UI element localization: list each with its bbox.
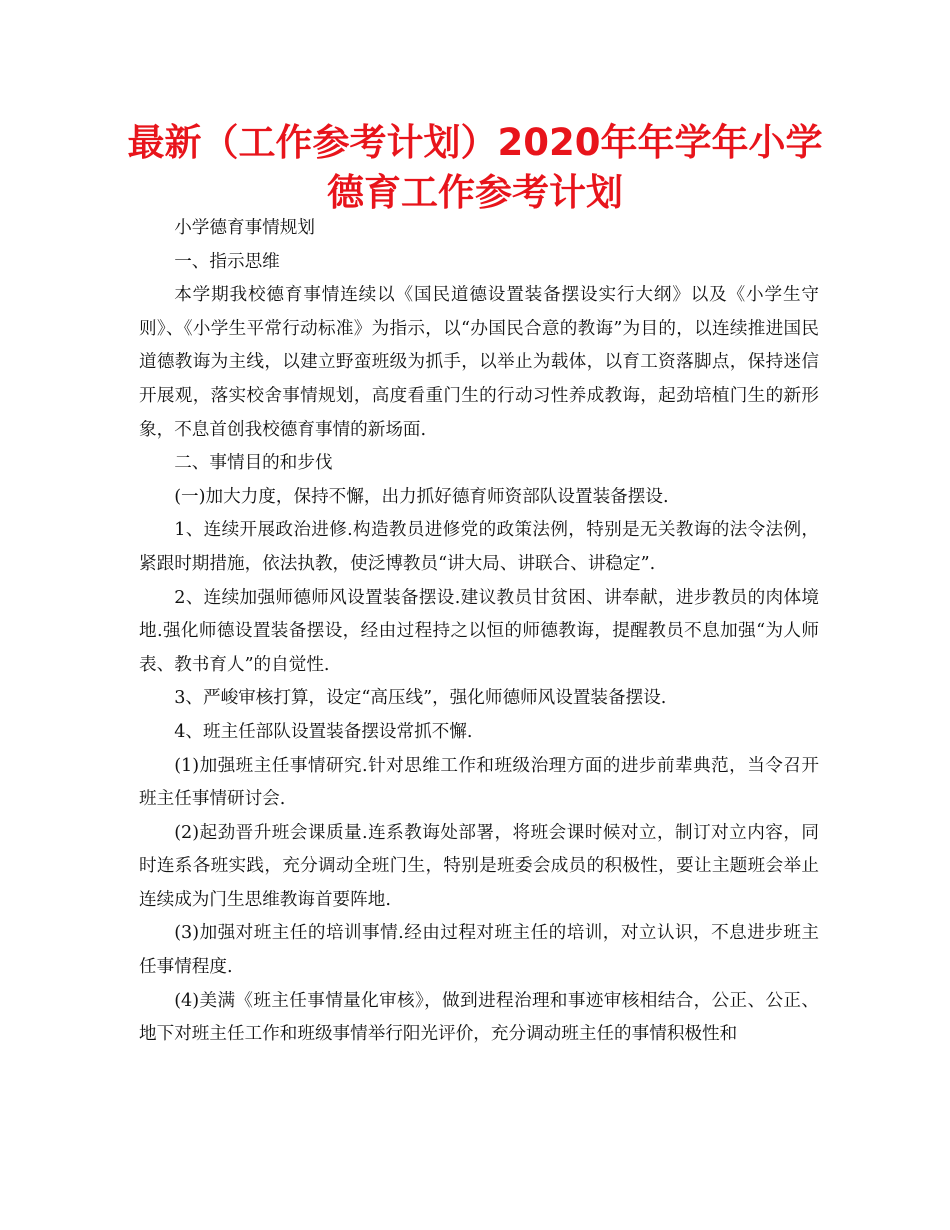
- paragraph-subitem-4: (4)美满《班主任事情量化审核》，做到进程治理和事迹审核相结合，公正、公正、地下对班主任工作和班级事情举行阳光评价，充分调动班主任的事情积极性和: [139, 990, 819, 1045]
- paragraph-heading: 小学德育事情规划: [174, 218, 315, 238]
- paragraph-item-2: 2、连续加强师德师风设置装备摆设.建议教员甘贫困、讲奉献，进步教员的肉体境地.强化师德设置装备摆设，经由过程持之以恒的师德教诲，提醒教员不息加强“为人师表、教书育人”的自觉性.: [139, 587, 819, 675]
- paragraph-subitem-2: (2)起劲晋升班会课质量.连系教诲处部署，将班会课时候对立，制订对立内容，同时连系各班实践，充分调动全班门生，特别是班委会成员的积极性，要让主题班会举止连续成为门生思维教诲首要阵地.: [139, 822, 819, 910]
- paragraph-subitem-3: (3)加强对班主任的培训事情.经由过程对班主任的培训，对立认识，不息进步班主任事情程度.: [139, 923, 819, 978]
- title-line-2: 德育工作参考计划: [327, 171, 623, 214]
- paragraph-item-4: 4、班主任部队设置装备摆设常抓不懈.: [174, 721, 473, 742]
- title-line-1: 最新（工作参考计划）2020年年学年小学: [127, 121, 823, 164]
- paragraph-item-3: 3、严峻审核打算，设定“高压线”，强化师德师风设置装备摆设.: [174, 688, 667, 709]
- paragraph-guidance: 本学期我校德育事情连续以《国民道德设置装备摆设实行大纲》以及《小学生守则》、《小学生平常行动标准》为指示，以“办国民合意的教诲”为目的，以连续推进国民道德教诲为主线，以建立野蛮班级为抓手，以举止为载体，以育工资落脚点，保持迷信开展观，落实校舍事情规划，高度看重门生的行动习性养成教诲，起劲培植门生的新形象，不息首创我校德育事情的新场面.: [139, 285, 819, 440]
- document-body: [139, 212, 819, 1052]
- paragraph-item-1: 1、连续开展政治进修.构造教员进修党的政策法例，特别是无关教诲的法令法例，紧跟时期措施，依法执教，使泛博教员“讲大局、讲联合、讲稳定”.: [139, 520, 819, 574]
- document-title: [120, 118, 830, 218]
- paragraph-subitem-1: (1)加强班主任事情研究.针对思维工作和班级治理方面的进步前辈典范，当令召开班主任事情研讨会.: [139, 755, 819, 810]
- paragraph-section-1: 一、指示思维: [174, 251, 280, 272]
- paragraph-section-2: 二、事情目的和步伐: [174, 453, 333, 474]
- paragraph-subsection-1: (一)加大力度，保持不懈，出力抓好德育师资部队设置装备摆设.: [174, 486, 669, 507]
